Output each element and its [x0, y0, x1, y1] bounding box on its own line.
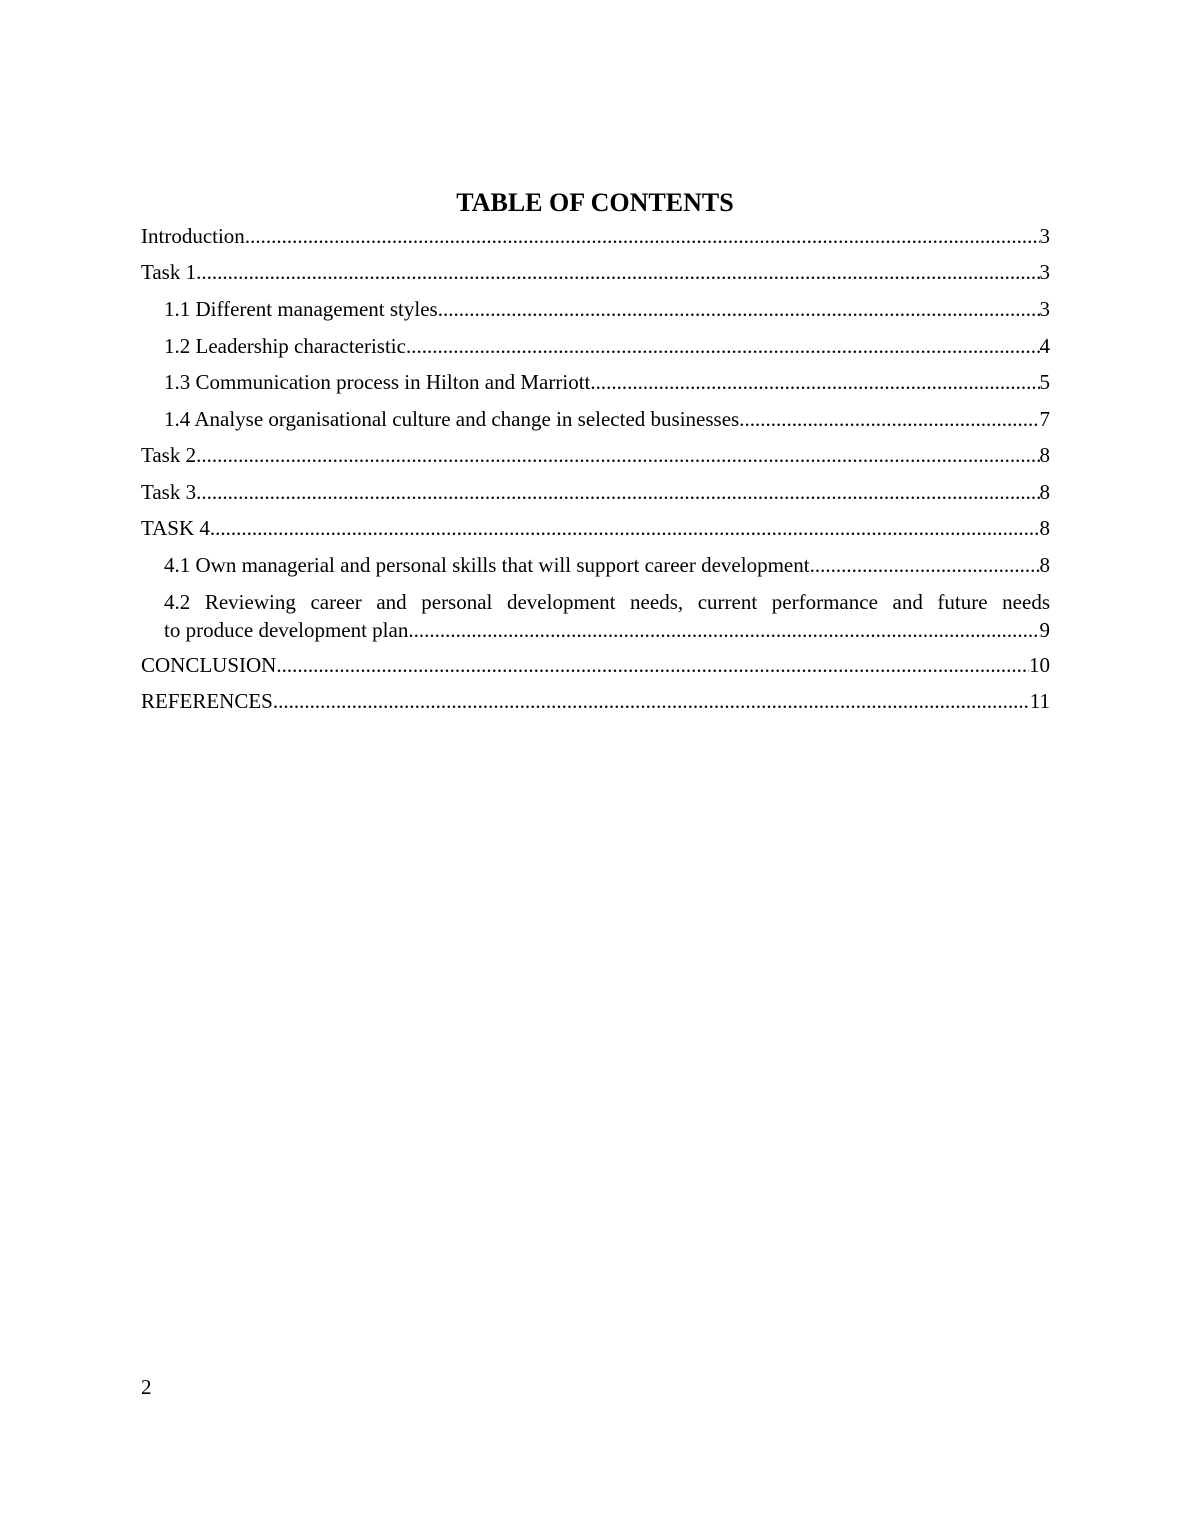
toc-entry-1-3[interactable]: [164, 368, 1050, 396]
dot-leader: [245, 222, 1040, 250]
toc-entry-text: 1.3 Communication process in Hilton and Marriott: [164, 370, 591, 394]
toc-entry-task-2[interactable]: [141, 441, 1050, 469]
toc-entry-conclusion[interactable]: [141, 651, 1050, 679]
toc-entry-text: Task 2: [141, 443, 197, 467]
toc-entry-references[interactable]: [141, 687, 1050, 715]
toc-entry-page: 11: [1029, 689, 1050, 713]
toc-entry-page: 9: [1039, 618, 1050, 642]
toc-entry-page: 3: [1039, 224, 1050, 248]
toc-entry-text: Task 3: [141, 480, 197, 504]
dot-leader: [210, 514, 1040, 542]
toc-entry-text: 1.1 Different management styles: [164, 297, 438, 321]
dot-leader: [438, 295, 1040, 323]
toc-entry-text: Task 1: [141, 260, 197, 284]
toc-entry-task-3[interactable]: [141, 478, 1050, 506]
toc-entry-introduction[interactable]: [141, 222, 1050, 250]
toc-entry-page: 8: [1039, 553, 1050, 577]
toc-entry-text-line-2: to produce development plan: [164, 618, 409, 642]
toc-entry-page: 7: [1039, 407, 1050, 431]
toc-entry-text-line-1: 4.2 Reviewing career and personal development needs, current performance and future needs: [164, 590, 1050, 614]
toc-entry-1-4[interactable]: [164, 405, 1050, 433]
toc-entry-text: 1.2 Leadership characteristic: [164, 334, 406, 358]
dot-leader: [276, 651, 1029, 679]
dot-leader: [739, 405, 1039, 433]
dot-leader: [810, 551, 1040, 579]
toc-entry-text: TASK 4: [141, 516, 210, 540]
toc-entry-task-1[interactable]: [141, 258, 1050, 286]
dot-leader: [196, 441, 1039, 469]
toc-entry-text: Introduction: [141, 224, 245, 248]
toc-entry-page: 8: [1039, 443, 1050, 467]
toc-entry-page: 8: [1039, 480, 1050, 504]
dot-leader: [273, 687, 1030, 715]
toc-entry-page: 3: [1039, 297, 1050, 321]
toc-title: TABLE OF CONTENTS: [456, 188, 734, 217]
toc-entry-text: REFERENCES: [141, 689, 273, 713]
toc-entry-page: 8: [1039, 516, 1050, 540]
toc-entry-page: 3: [1039, 260, 1050, 284]
toc-entry-page: 10: [1029, 653, 1050, 677]
toc-entry-4-1[interactable]: [164, 551, 1050, 579]
toc-entry-page: 4: [1039, 334, 1050, 358]
toc-entry-1-2[interactable]: [164, 332, 1050, 360]
dot-leader: [196, 258, 1039, 286]
toc-entry-text: 4.1 Own managerial and personal skills that will support career development: [164, 553, 810, 577]
toc-entry-1-1[interactable]: [164, 295, 1050, 323]
toc-entry-task-4[interactable]: [141, 514, 1050, 542]
dot-leader: [196, 478, 1039, 506]
dot-leader: [590, 368, 1039, 396]
toc-entry-page: 5: [1039, 370, 1050, 394]
dot-leader: [408, 616, 1039, 644]
dot-leader: [406, 332, 1040, 360]
toc-entry-text: 1.4 Analyse organisational culture and change in selected businesses: [164, 407, 740, 431]
toc-entry-4-2[interactable]: [164, 588, 1050, 644]
page-number: 2: [141, 1375, 152, 1399]
toc-entry-text: CONCLUSION: [141, 653, 277, 677]
